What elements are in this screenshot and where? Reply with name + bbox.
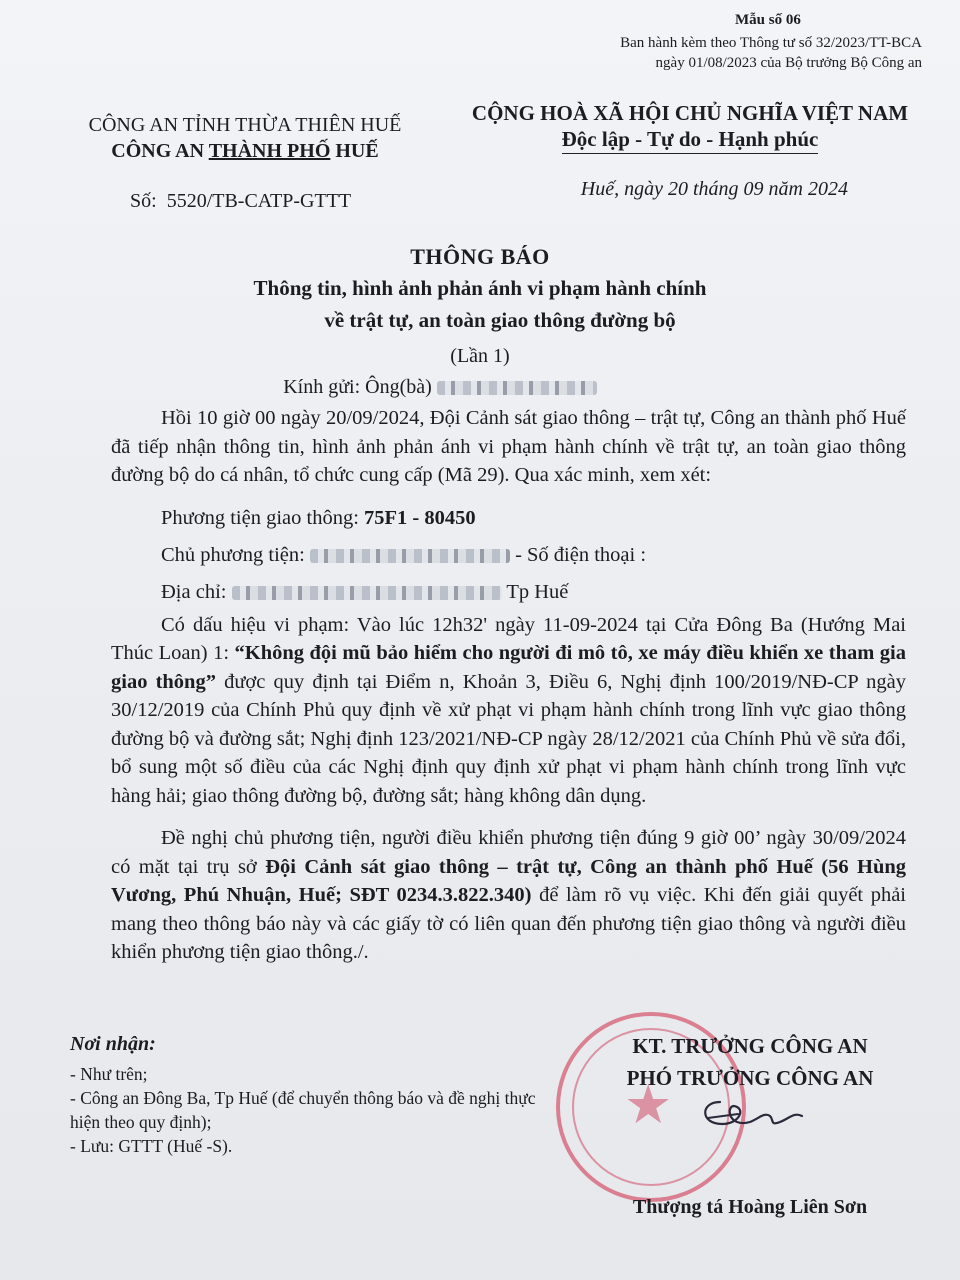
signatory-title: PHÓ TRƯỞNG CÔNG AN (626, 1066, 874, 1090)
document-body (111, 404, 906, 967)
document-subtitle-2: về trật tự, an toàn giao thông đường bộ (324, 308, 676, 332)
form-issuance-note (502, 33, 922, 73)
issuing-agency (60, 112, 430, 164)
violation-text-end: được quy định tại Điểm n, Khoản 3, Điều 6, Nghị định 100/2019/NĐ-CP ngày 30/12/2019 của Chính Phủ quy định về xử phạt vi phạm hành chính trong lĩnh vực giao thông đường bộ và đường sắt; Nghị định 123/2021/NĐ-CP ngày 28/12/2021 của Chính Phủ về sửa đổi, bổ sung một số điều của các Nghị định quy định xử phạt vi phạm hành chính trong lĩnh vực hàng hải; giao thông đường bộ, đường sắt; hàng không dân dụng. (111, 670, 907, 807)
agency-name-part-1: CÔNG AN (111, 140, 205, 162)
republic-name: CỘNG HOÀ XÃ HỘI CHỦ NGHĨA VIỆT NAM (471, 101, 909, 125)
agency-name-part-3: HUẾ (335, 140, 379, 162)
document-subtitle-1: Thông tin, hình ảnh phản ánh vi phạm hành chính (253, 276, 707, 300)
agency-parent: CÔNG AN TỈNH THỪA THIÊN HUẾ (88, 114, 402, 136)
handwritten-signature (690, 1088, 810, 1138)
recipients-block (70, 1032, 540, 1158)
stamp-star-icon: ★ (624, 1075, 673, 1135)
form-number: Mẫu số 06 (735, 12, 801, 28)
agency-name (60, 138, 430, 164)
agency-name-part-2: THÀNH PHỐ (208, 140, 331, 162)
recipient-item: - Như trên; (70, 1064, 148, 1084)
signatory-authority: KT. TRƯỞNG CÔNG AN (632, 1034, 868, 1058)
owner-label: Chủ phương tiện: (161, 543, 305, 566)
violation-text-start: Có dấu hiệu vi phạm: Vào lúc 12h32' ngày 11-09-2024 tại Cửa Đông Ba (Hướng Mai Thúc Loan) 1: (111, 613, 906, 664)
national-header (440, 100, 940, 154)
signature-block (560, 1030, 940, 1094)
violation-paragraph (111, 611, 906, 811)
document-title: THÔNG BÁO (410, 244, 550, 269)
request-text-end: để làm rõ vụ việc. Khi đến giải quyết phải mang theo thông báo này và các giấy tờ có liên quan đến phương tiện giao thông và người điều khiển phương tiện giao thông./. (111, 884, 906, 963)
address-city: Tp Huế (506, 580, 569, 603)
redacted-recipient-name (437, 381, 597, 395)
owner-line (111, 537, 906, 574)
vehicle-plate: 75F1 - 80450 (364, 506, 476, 529)
notice-count: (Lần 1) (450, 345, 510, 367)
request-location: Đội Cảnh sát giao thông – trật tự, Công an thành phố Huế (56 Hùng Vương, Phú Nhuận, Huế; SĐT 0234.3.822.340) (111, 855, 907, 906)
recipient-label: Kính gửi: Ông(bà) (283, 376, 432, 398)
document-number-value: 5520/TB-CATP-GTTT (166, 190, 352, 212)
document-number-label: Số: (130, 190, 157, 212)
recipient-item: - Công an Đông Ba, Tp Huế (để chuyển thông báo và đề nghị thực hiện theo quy định); (70, 1088, 536, 1132)
title-block (0, 242, 960, 402)
place-date: Huế, ngày 20 tháng 09 năm 2024 (580, 178, 848, 200)
violation-description: “Không đội mũ bảo hiểm cho người đi mô tô, xe máy điều khiển xe tham gia giao thông” (111, 642, 906, 693)
recipient-line (0, 372, 960, 402)
recipient-item: - Lưu: GTTT (Huế -S). (70, 1136, 233, 1156)
request-text-start: Đề nghị chủ phương tiện, người điều khiển phương tiện đúng 9 giờ 00’ ngày 30/09/2024 có mặt tại trụ sở (111, 827, 906, 878)
issuance-line-1: Ban hành kèm theo Thông tư số 32/2023/TT-BCA (620, 35, 922, 51)
phone-label: - Số điện thoại : (515, 543, 647, 566)
issuance-line-2: ngày 01/08/2023 của Bộ trưởng Bộ Công an (655, 55, 922, 71)
national-motto: Độc lập - Tự do - Hạnh phúc (562, 126, 819, 154)
address-line (111, 574, 906, 611)
redacted-address (232, 586, 502, 600)
document-number (130, 190, 351, 213)
signer-name: Thượng tá Hoàng Liên Sơn (632, 1196, 868, 1218)
vehicle-line (111, 500, 906, 537)
address-label: Địa chỉ: (161, 580, 227, 603)
recipients-title: Nơi nhận: (70, 1033, 156, 1055)
request-paragraph (111, 824, 906, 967)
intro-paragraph: Hồi 10 giờ 00 ngày 20/09/2024, Đội Cảnh sát giao thông – trật tự, Công an thành phố Huế đã tiếp nhận thông tin, hình ảnh phản ánh vi phạm hành chính về trật tự, an toàn giao thông đường bộ do cá nhân, tổ chức cung cấp (Mã 29). Qua xác minh, xem xét: (111, 407, 906, 486)
redacted-owner-name (310, 549, 510, 563)
vehicle-label: Phương tiện giao thông: (161, 506, 359, 529)
